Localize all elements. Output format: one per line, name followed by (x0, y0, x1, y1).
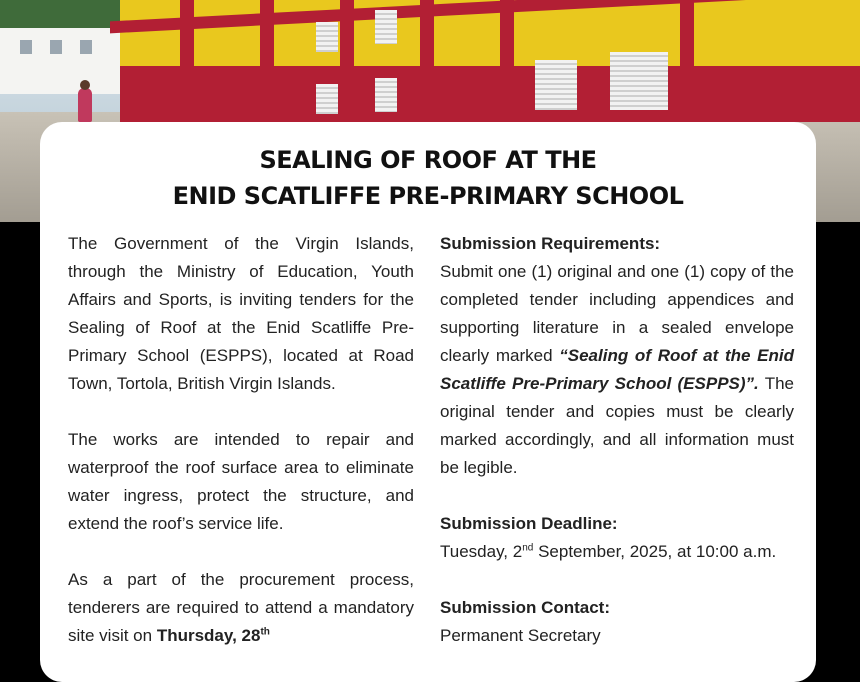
left-column (68, 230, 414, 678)
building-pillar (680, 0, 694, 122)
right-column (440, 230, 794, 650)
deadline-heading: Submission Deadline: (440, 514, 618, 533)
house-window (20, 40, 32, 54)
title-line-2: ENID SCATLIFFE PRE-PRIMARY SCHOOL (172, 182, 684, 210)
requirements-text: Submit one (1) original and one (1) copy of the completed tender including appendices and supporting literature in a sealed envelope clearly marked (440, 262, 794, 365)
site-visit-text: As a part of the procurement process, tenderers are required to attend a mandatory site visit on (68, 570, 414, 645)
window-louver (316, 22, 338, 52)
site-visit-date: Thursday, 28 (156, 626, 261, 645)
window-louver (535, 60, 577, 110)
intro-paragraph: The Government of the Virgin Islands, through the Ministry of Education, Youth Affairs and Sports, is inviting tenders for the Sealing of Roof at the Enid Scatliffe Pre-Primary School (ESPPS), located at Road Town, Tortola, British Virgin Islands. (68, 234, 414, 393)
building-pillar (180, 0, 194, 122)
background-house (0, 28, 130, 94)
requirements-paragraph (440, 258, 794, 482)
house-window (80, 40, 92, 54)
window-louver (610, 52, 668, 110)
deadline-rest: September, 2025, at 10:00 a.m. (533, 542, 777, 561)
contact-name: Permanent Secretary (440, 626, 601, 645)
title-line-1: SEALING OF ROOF AT THE (259, 146, 597, 174)
person (78, 88, 92, 122)
window-louver (375, 78, 397, 112)
window-louver (375, 10, 397, 44)
works-paragraph: The works are intended to repair and waterproof the roof surface area to eliminate water ingress, protect the structure, and extend the roof’s service life. (68, 430, 414, 533)
notice-card (40, 122, 816, 682)
page-title (40, 142, 816, 214)
deadline-paragraph (440, 538, 794, 566)
building-red-base (120, 66, 860, 122)
requirements-envelope-label: “Sealing of Roof at the Enid Scatliffe Pre-Primary School (ESPPS)”. (440, 346, 794, 393)
requirements-heading: Submission Requirements: (440, 234, 661, 253)
site-visit-paragraph (68, 566, 414, 650)
roof-edge (110, 0, 860, 33)
contact-heading: Submission Contact: (440, 598, 611, 617)
window-louver (316, 84, 338, 114)
site-visit-date-suffix: th (260, 626, 270, 638)
deadline-day-suffix: nd (522, 542, 534, 554)
deadline-day: Tuesday, 2 (440, 542, 523, 561)
building-pillar (340, 0, 354, 122)
building-pillar (260, 0, 274, 122)
requirements-text-2: The original tender and copies must be clearly marked accordingly, and all information must be legible. (440, 374, 794, 477)
house-window (50, 40, 62, 54)
school-building (120, 0, 860, 122)
building-pillar (420, 0, 434, 122)
building-pillar (500, 0, 514, 122)
